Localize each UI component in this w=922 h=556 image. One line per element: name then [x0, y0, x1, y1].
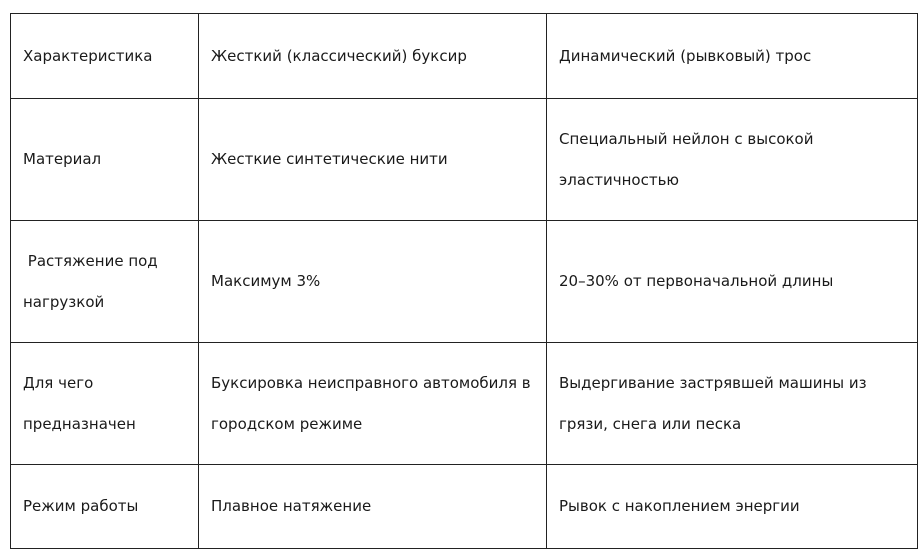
table-row — [11, 99, 918, 221]
cell-purpose-dynamic: Выдергивание застрявшей машины из грязи, снега или песка — [547, 343, 918, 465]
cell-stretch-rigid: Максимум 3% — [199, 221, 547, 343]
row-label-mode: Режим работы — [11, 465, 199, 549]
cell-mode-rigid: Плавное натяжение — [199, 465, 547, 549]
comparison-table — [10, 13, 918, 549]
row-label-material: Материал — [11, 99, 199, 221]
cell-material-rigid: Жесткие синтетические нити — [199, 99, 547, 221]
cell-stretch-dynamic: 20–30% от первоначальной длины — [547, 221, 918, 343]
table-row — [11, 343, 918, 465]
table-header-row — [11, 14, 918, 99]
cell-material-dynamic: Специальный нейлон с высокой эластичностью — [547, 99, 918, 221]
cell-mode-dynamic: Рывок с накоплением энергии — [547, 465, 918, 549]
table-row — [11, 221, 918, 343]
row-label-purpose: Для чего предназначен — [11, 343, 199, 465]
cell-purpose-rigid: Буксировка неисправного автомобиля в городском режиме — [199, 343, 547, 465]
table-row — [11, 465, 918, 549]
row-label-stretch: Растяжение под нагрузкой — [11, 221, 199, 343]
header-cell-rigid-tow: Жесткий (классический) буксир — [199, 14, 547, 99]
header-cell-characteristic: Характеристика — [11, 14, 199, 99]
header-cell-dynamic-rope: Динамический (рывковый) трос — [547, 14, 918, 99]
